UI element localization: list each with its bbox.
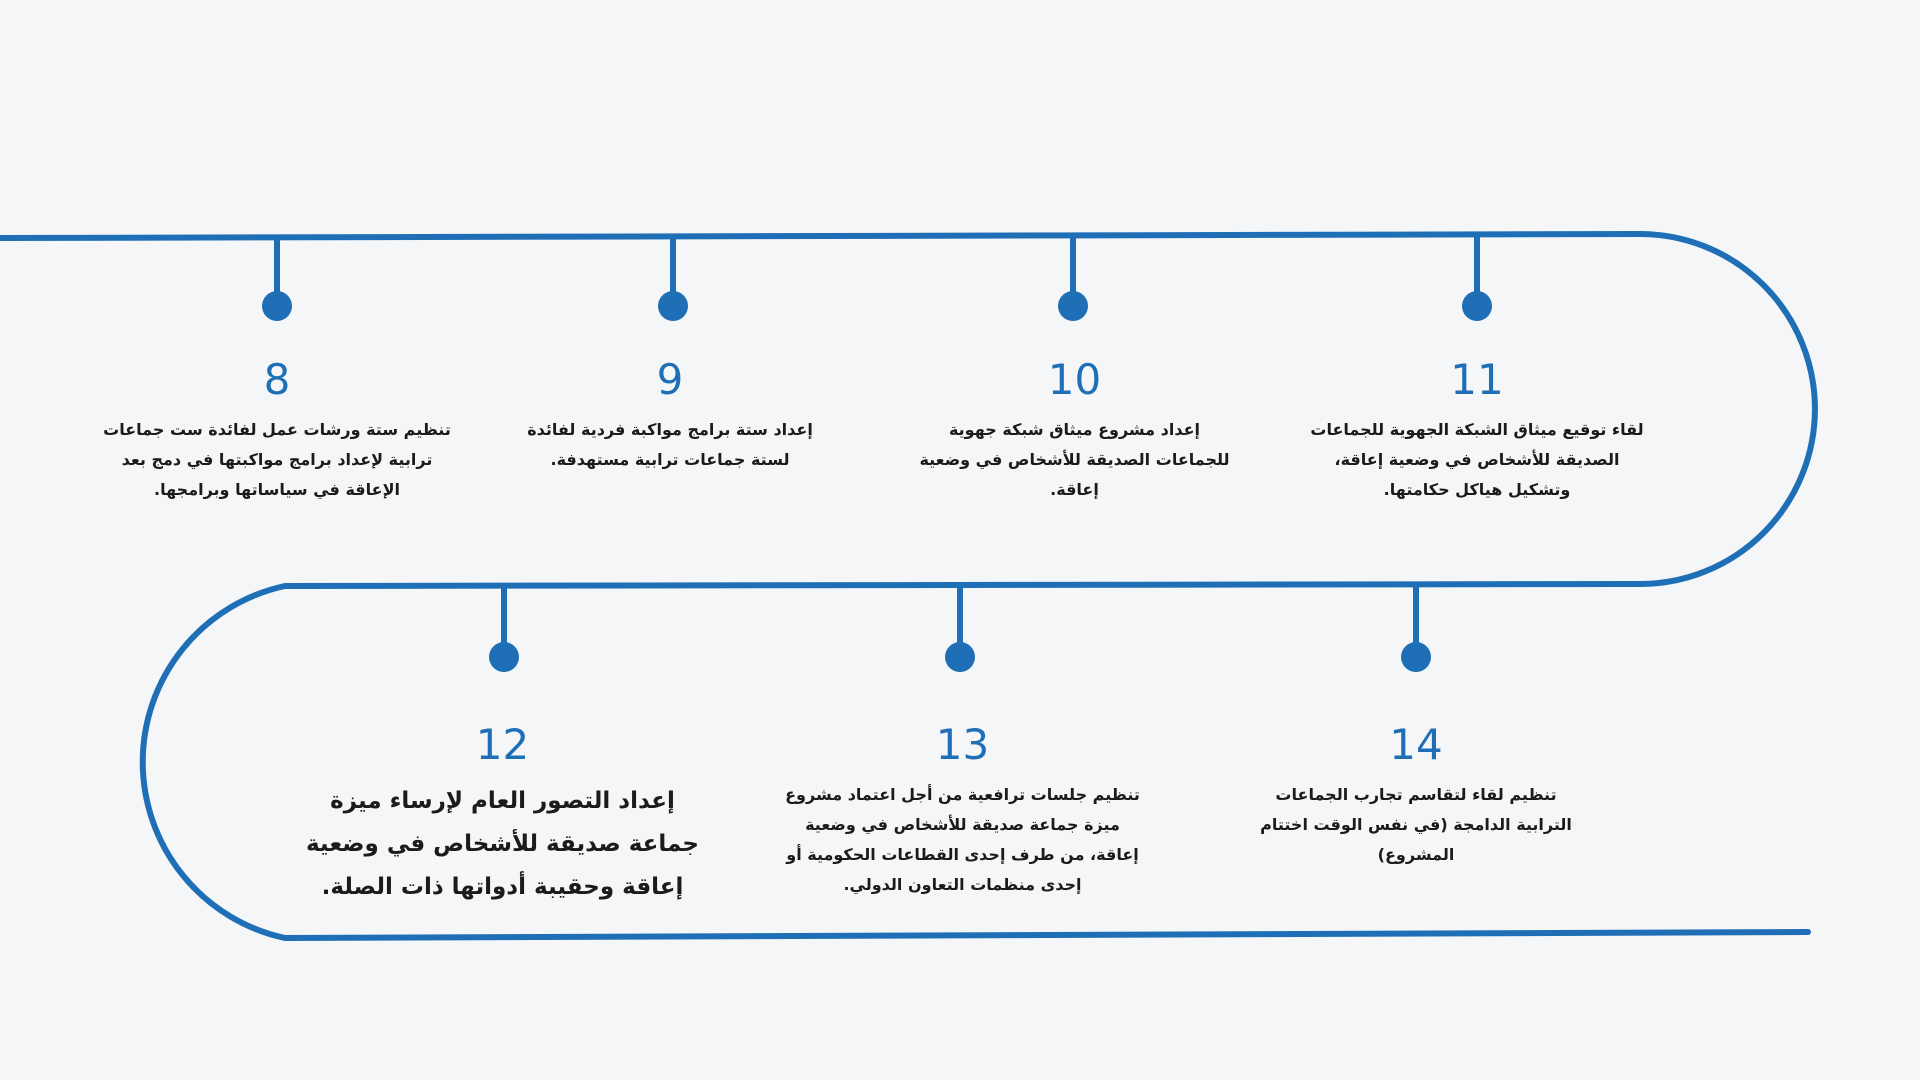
step-11-marker (1462, 291, 1492, 321)
timeline-step-9 (510, 355, 830, 475)
step-number: 13 (935, 720, 990, 769)
timeline-step-12 (300, 720, 705, 909)
step-12-marker (489, 642, 519, 672)
step-description: لقاء توقيع ميثاق الشبكة الجهوية للجماعات الصديقة للأشخاص في وضعية إعاقة، وتشكيل هياكل حكامتها. (1310, 420, 1644, 499)
timeline-step-14 (1256, 720, 1576, 870)
step-number: 12 (475, 720, 530, 769)
step-description: إعداد مشروع ميثاق شبكة جهوية للجماعات الصديقة للأشخاص في وضعية إعاقة. (919, 420, 1230, 499)
timeline-step-10 (912, 355, 1237, 505)
timeline-step-13 (785, 720, 1140, 900)
timeline-step-11 (1307, 355, 1647, 505)
step-description: تنظيم جلسات ترافعية من أجل اعتماد مشروع ميزة جماعة صديقة للأشخاص في وضعية إعاقة، من طرف إحدى القطاعات الحكومية أو إحدى منظمات التعاون الدولي. (785, 785, 1140, 894)
step-13-marker (945, 642, 975, 672)
step-10-marker (1058, 291, 1088, 321)
step-description: إعداد ستة برامج مواكبة فردية لفائدة لستة جماعات ترابية مستهدفة. (527, 420, 813, 469)
step-14-marker (1401, 642, 1431, 672)
step-number: 9 (656, 355, 684, 404)
step-number: 14 (1389, 720, 1443, 769)
step-8-marker (262, 291, 292, 321)
timeline-step-8 (97, 355, 457, 505)
step-description: إعداد التصور العام لإرساء ميزة جماعة صديقة للأشخاص في وضعية إعاقة وحقيبة أدواتها ذات الصلة. (305, 788, 699, 900)
step-9-marker (658, 291, 688, 321)
step-number: 10 (1047, 355, 1102, 404)
step-description: تنظيم لقاء لتقاسم تجارب الجماعات الترابية الدامجة (في نفس الوقت اختتام المشروع) (1260, 785, 1572, 864)
step-number: 8 (263, 355, 291, 404)
step-number: 11 (1450, 355, 1504, 404)
step-description: تنظيم ستة ورشات عمل لفائدة ست جماعات ترابية لإعداد برامج مواكبتها في دمج بعد الإعاقة في سياساتها وبرامجها. (103, 420, 451, 499)
